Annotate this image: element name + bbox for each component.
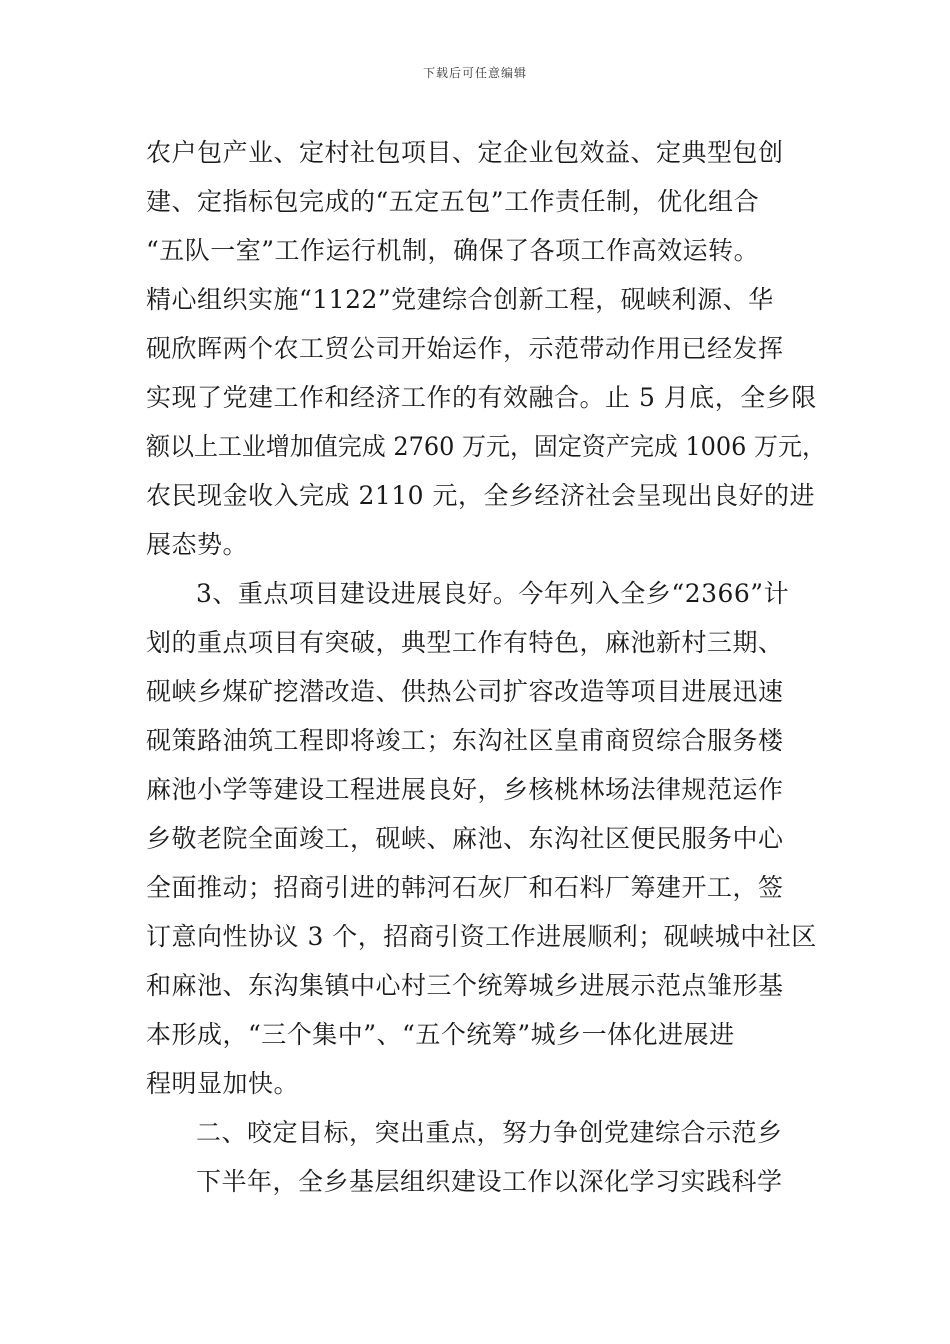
text-line: 农民现金收入完成 2110 元，全乡经济社会呈现出良好的进	[146, 481, 816, 510]
text-line: 建、定指标包完成的“五定五包”工作责任制，优化组合	[146, 187, 760, 216]
text-line: 额以上工业增加值完成 2760 万元，固定资产完成 1006 万元，	[146, 432, 826, 461]
text-line: 二、咬定目标，突出重点，努力争创党建综合示范乡	[196, 1118, 783, 1147]
text-line: 划的重点项目有突破，典型工作有特色，麻池新村三期、	[146, 628, 784, 657]
text-line: 本形成，“三个集中”、“五个统筹”城乡一体化进展进	[146, 1020, 735, 1049]
text-line: 砚策路油筑工程即将竣工；东沟社区皇甫商贸综合服务楼	[146, 726, 784, 755]
text-line: 程明显加快。	[146, 1069, 300, 1098]
document-body	[146, 128, 826, 1206]
page-header: 下载后可任意编辑	[422, 66, 527, 80]
text-line: 砚欣晖两个农工贸公司开始运作，示范带动作用已经发挥	[146, 334, 784, 363]
text-line: 和麻池、东沟集镇中心村三个统筹城乡进展示范点雏形基	[146, 971, 784, 1000]
text-line: 全面推动；招商引进的韩河石灰厂和石料厂筹建开工，签	[146, 873, 784, 902]
text-line: 3、重点项目建设进展良好。今年列入全乡“2366”计	[196, 579, 790, 608]
text-line: “五队一室”工作运行机制，确保了各项工作高效运转。	[146, 236, 760, 265]
text-line: 麻池小学等建设工程进展良好，乡核桃林场法律规范运作	[146, 775, 784, 804]
text-line: 下半年，全乡基层组织建设工作以深化学习实践科学	[196, 1167, 783, 1196]
text-line: 实现了党建工作和经济工作的有效融合。止 5 月底，全乡限	[146, 383, 817, 412]
text-line: 订意向性协议 3 个，招商引资工作进展顺利；砚峡城中社区	[146, 922, 817, 951]
text-line: 农户包产业、定村社包项目、定企业包效益、定典型包创	[146, 138, 784, 167]
text-line: 精心组织实施“1122”党建综合创新工程，砚峡利源、华	[146, 285, 774, 314]
text-line: 展态势。	[146, 530, 249, 559]
text-line: 乡敬老院全面竣工，砚峡、麻池、东沟社区便民服务中心	[146, 824, 784, 853]
text-line: 砚峡乡煤矿挖潜改造、供热公司扩容改造等项目进展迅速	[146, 677, 784, 706]
